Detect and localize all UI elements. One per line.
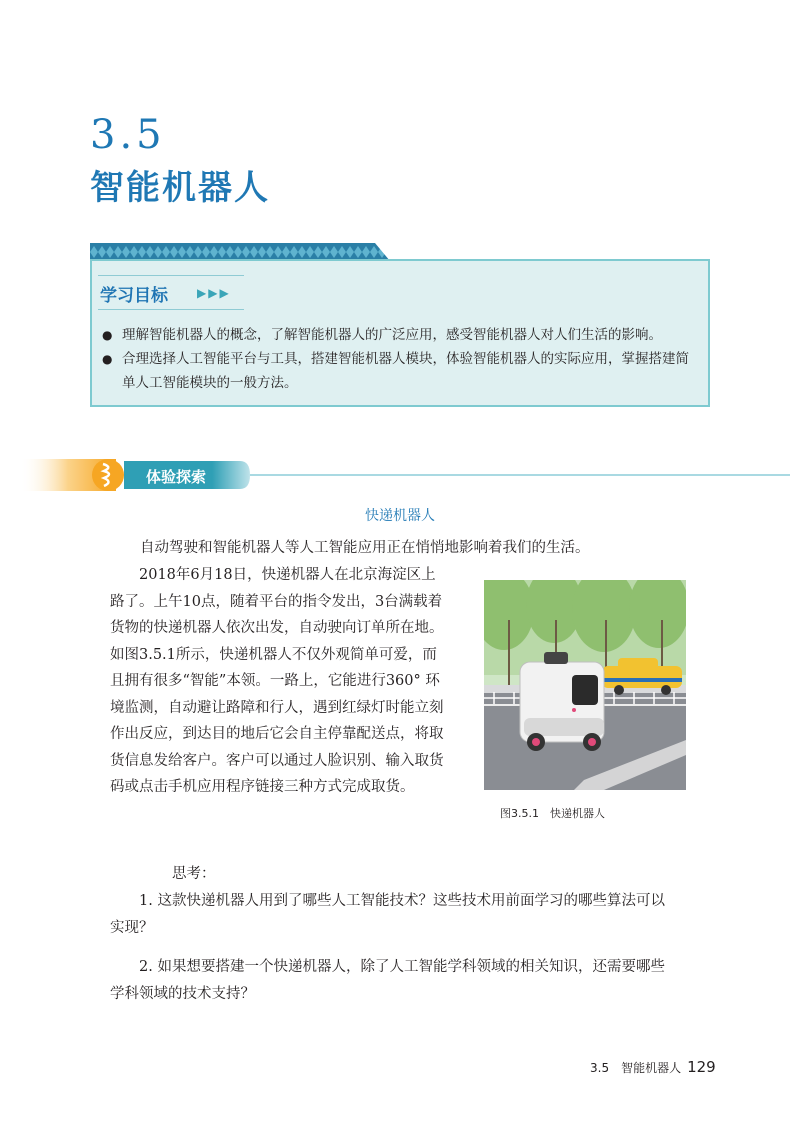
question-item: 1. 这款快递机器人用到了哪些人工智能技术？这些技术用前面学习的哪些算法可以实现？ — [110, 893, 665, 936]
section-number: 3.5 — [90, 112, 166, 158]
page-number: 129 — [687, 1058, 716, 1076]
delivery-robot-photo — [484, 580, 686, 790]
goal-item — [102, 347, 702, 395]
goals-heading-rule — [98, 309, 244, 310]
bullet-icon: ● — [102, 352, 113, 366]
explore-banner — [0, 455, 800, 495]
goal-text: 理解智能机器人的概念，了解智能机器人的广泛应用，感受智能机器人对人们生活的影响。 — [122, 327, 662, 343]
section-title: 智能机器人 — [90, 168, 270, 208]
goals-heading-rule-top — [98, 275, 244, 276]
footer-chapter: 3.5 智能机器人 — [590, 1061, 682, 1075]
story-paragraph: 2018年6月18日，快递机器人在北京海淀区上路了。上午10点，随着平台的指令发出，3台满载着货物的快递机器人依次出发，自动驶向订单所在地。如图3.5.1所示，快递机器人不仅外观简单可爱，而且拥有很多“智能”本领。一路上，它能进行360° 环境监测，自动避让路障和行人，遇到红绿灯时能立刻作出反应，到达目的地后它会自主停靠配送点，将取货信息发给客户。客户可以通过人脸识别、输入取货码或点击手机应用程序链接三种方式完成取货。 — [110, 567, 444, 795]
think-label: 思考： — [172, 866, 216, 882]
goal-text: 合理选择人工智能平台与工具，搭建智能机器人模块，体验智能机器人的实际应用，掌握搭建简单人工智能模块的一般方法。 — [122, 351, 689, 391]
goals-heading: 学习目标 — [100, 286, 168, 306]
page-footer — [590, 1058, 716, 1076]
explore-label: 体验探索 — [146, 468, 207, 486]
figure-caption: 图3.5.1 快递机器人 — [500, 807, 605, 820]
goal-item — [102, 323, 702, 347]
bullet-icon: ● — [102, 328, 113, 342]
article-title: 快递机器人 — [365, 508, 435, 524]
question-item: 2. 如果想要搭建一个快递机器人，除了人工智能学科领域的相关知识，还需要哪些学科领域的技术支持？ — [110, 959, 665, 1002]
triple-arrow-icon: ▶▶▶ — [197, 286, 231, 300]
learning-goals-box — [90, 259, 710, 407]
intro-paragraph: 自动驾驶和智能机器人等人工智能应用正在悄悄地影响着我们的生活。 — [140, 540, 590, 556]
